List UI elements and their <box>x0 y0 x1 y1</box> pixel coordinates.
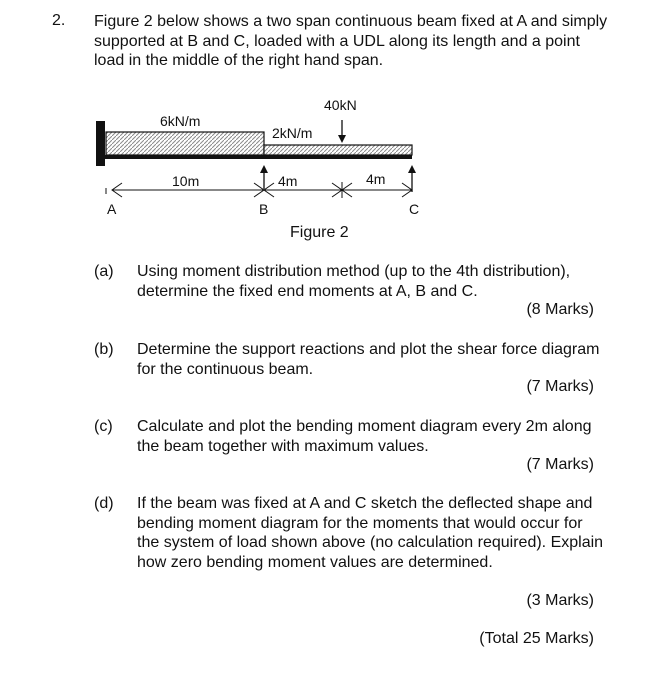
part-c-text: Calculate and plot the bending moment diagram every 2m along the beam together with maximum values. <box>137 418 592 455</box>
part-a-label: (a) <box>94 263 114 280</box>
part-b-text: Determine the support reactions and plot the shear force diagram for the continuous beam. <box>137 341 600 378</box>
beam <box>105 155 412 159</box>
reaction-arrow-b <box>260 165 268 189</box>
question-number: 2. <box>52 12 66 29</box>
part-d-text: If the beam was fixed at A and C sketch the deflected shape and bending moment diagram for the moments that would occur for the system of load shown above (no calculation required). Explain how zero bending moment values are determined. <box>137 495 604 571</box>
total-marks: (Total 25 Marks) <box>479 630 594 647</box>
udl-left-label: 6kN/m <box>160 113 201 129</box>
part-a-marks: (8 Marks) <box>526 301 594 318</box>
udl-block-left <box>106 132 264 155</box>
support-c-label: C <box>409 201 420 217</box>
udl-right-label: 2kN/m <box>272 125 313 141</box>
point-load-arrow <box>338 120 346 143</box>
part-c-label: (c) <box>94 418 113 435</box>
span-load-c-label: 4m <box>366 171 386 187</box>
part-d-marks: (3 Marks) <box>526 592 594 609</box>
span-ab-label: 10m <box>172 173 200 189</box>
part-c-marks: (7 Marks) <box>526 456 594 473</box>
support-b-label: B <box>259 201 269 217</box>
part-b-marks: (7 Marks) <box>526 378 594 395</box>
figure-caption: Figure 2 <box>290 224 349 241</box>
part-a-text: Using moment distribution method (up to the 4th distribution), determine the fixed end moments at A, B and C. <box>137 263 571 300</box>
udl-block-right <box>264 145 412 155</box>
question-intro: Figure 2 below shows a two span continuous beam fixed at A and simply supported at B and C, loaded with a UDL along its length and a point load in the middle of the right hand span. <box>94 13 608 69</box>
support-a-label: A <box>107 201 117 217</box>
point-load-label: 40kN <box>324 97 357 113</box>
beam-figure <box>0 0 668 260</box>
span-b-load-label: 4m <box>278 173 298 189</box>
part-d-label: (d) <box>94 495 114 512</box>
part-b-label: (b) <box>94 341 114 358</box>
fixed-support-a <box>96 121 105 166</box>
